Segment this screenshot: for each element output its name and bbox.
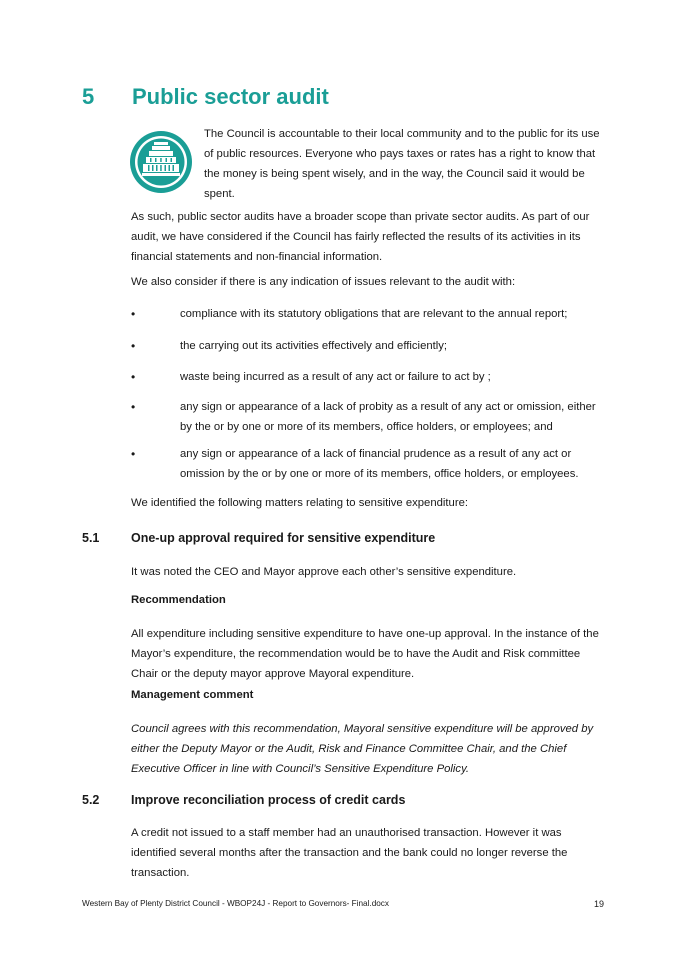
parliament-building-icon (128, 129, 194, 195)
list-item-text: any sign or appearance of a lack of probity as a result of any act or omission, either by the or by one or more of its members, office holders, or employees; and (180, 401, 596, 433)
subsection-number: 5.2 (82, 793, 100, 807)
section-title: Public sector audit (132, 84, 329, 109)
recommendation-label: Recommendation (131, 594, 226, 606)
footer-text: Western Bay of Plenty District Council - WBOP24J - Report to Governors- Final.docx (82, 899, 389, 908)
subsection-title: Improve reconciliation process of credit cards (131, 793, 406, 807)
finding-paragraph: It was noted the CEO and Mayor approve each other’s sensitive expenditure. (131, 566, 517, 578)
bullet-icon: • (131, 370, 136, 384)
subsection-title: One-up approval required for sensitive expenditure (131, 531, 436, 545)
intro-paragraph: The Council is accountable to their local community and to the public for its use of public resources. Everyone who pays taxes or rates has a right to know that the money is being spent wisely, and in the way, the Council said it would be spent. (204, 128, 600, 200)
bullet-icon: • (131, 447, 136, 461)
list-item-text: the carrying out its activities effectively and efficiently; (180, 340, 448, 352)
management-comment-label: Management comment (131, 689, 254, 701)
list-item-text: compliance with its statutory obligations that are relevant to the annual report; (180, 308, 568, 320)
list-item-text: any sign or appearance of a lack of financial prudence as a result of any act or omission by the or by one or more of its members, office holders, or employees. (180, 448, 579, 480)
credit-card-paragraph: A credit not issued to a staff member had an unauthorised transaction. However it was identified several months after the transaction and the bank could no longer reverse the transaction. (131, 827, 568, 879)
bullet-icon: • (131, 400, 136, 414)
section-number: 5 (82, 84, 95, 109)
page-number: 19 (593, 899, 604, 909)
consider-paragraph: We also consider if there is any indication of issues relevant to the audit with: (131, 276, 516, 288)
matters-paragraph: We identified the following matters relating to sensitive expenditure: (131, 497, 468, 509)
subsection-number: 5.1 (82, 531, 100, 545)
list-item-text: waste being incurred as a result of any act or failure to act by ; (180, 371, 491, 383)
bullet-icon: • (131, 339, 136, 353)
management-comment-paragraph: Council agrees with this recommendation, Mayoral sensitive expenditure will be approved by either the Deputy Mayor or the Audit, Risk and Finance Committee Chair, and the Chief Executive Officer in line with Council’s Sensitive Expenditure Policy. (131, 723, 594, 775)
bullet-icon: • (131, 307, 136, 321)
scope-paragraph: As such, public sector audits have a broader scope than private sector audits. As part of our audit, we have considered if the Council has fairly reflected the results of its activities in its financial statements and non-financial information. (131, 211, 590, 263)
page-footer (82, 899, 604, 908)
recommendation-paragraph: All expenditure including sensitive expenditure to have one-up approval. In the instance of the Mayor’s expenditure, the recommendation would be to have the Audit and Risk committee Chair or the deputy mayor approve Mayoral expenditure. (131, 628, 599, 680)
